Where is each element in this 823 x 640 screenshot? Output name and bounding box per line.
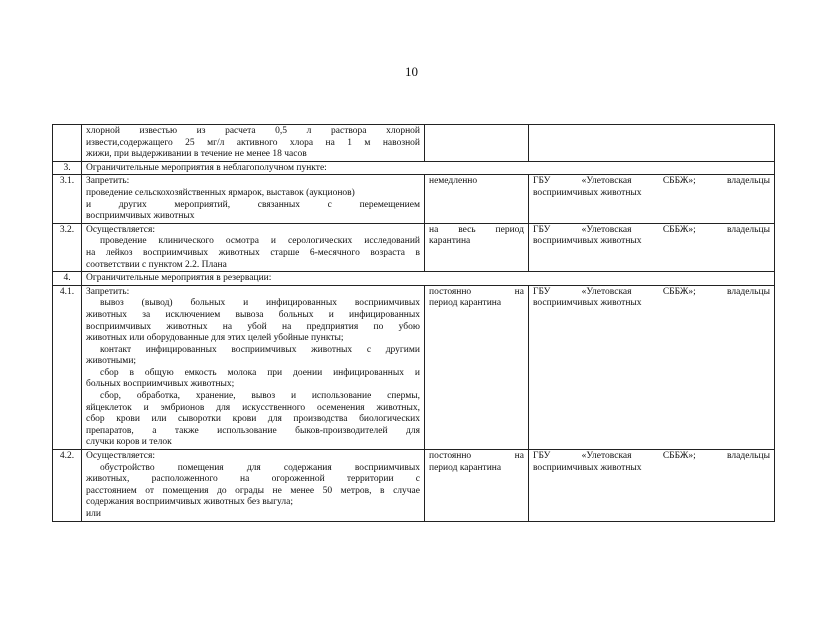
text-line: проведение клинического осмотра и серологических исследований: [100, 236, 420, 247]
text-line: на лейкоз восприимчивых животных старше 6-месячного возраста в: [86, 247, 420, 258]
text-line: сбор, обработка, хранение, вывоз и использование спермы,: [100, 391, 420, 402]
table-row: [53, 223, 775, 271]
term-cell: немедленно: [425, 175, 529, 223]
text-line: животных за исключением вывоза больных и инфицированных: [86, 309, 420, 320]
resp-word: «Улетовская: [581, 224, 632, 235]
term-cell: [425, 223, 529, 271]
text-line: больных восприимчивых животных;: [86, 379, 235, 390]
term-line: постоянно на: [429, 286, 524, 297]
page-number: 10: [405, 64, 418, 79]
text-line: случки коров и телок: [86, 437, 172, 448]
text-line: расстоянием от помещения до ограды не менее 50 метров, в случае: [86, 485, 420, 496]
row-number: 4.2.: [53, 450, 82, 522]
responsible-cell: [529, 175, 775, 223]
text-line: извести,содержащего 25 мг/л активного хлора на 1 м навозной: [86, 137, 420, 148]
resp-word: ГБУ: [533, 451, 551, 462]
text-line: жижи, при выдерживании в течение не менее 18 часов: [86, 149, 307, 160]
text-line: и других мероприятий, связанных с перемещением: [86, 199, 420, 210]
text-line: контакт инфицированных восприимчивых животных с другими: [100, 344, 420, 355]
measures-table: [52, 124, 775, 522]
text-line: содержания восприимчивых животных без выгула;: [86, 497, 293, 508]
measure-text: [82, 450, 425, 522]
resp-word: ГБУ: [533, 286, 551, 297]
resp-word: ГБУ: [533, 224, 551, 235]
resp-word: «Улетовская: [581, 286, 632, 297]
text-line: препаратов, а также использование быков-производителей для: [86, 425, 420, 436]
resp-word: СББЖ»;: [662, 224, 696, 235]
resp-word: СББЖ»;: [662, 286, 696, 297]
resp-word: «Улетовская: [581, 176, 632, 187]
table-row: [53, 450, 775, 522]
text-line: Осуществляется:: [86, 451, 156, 462]
measure-text: [82, 175, 425, 223]
measure-text: [82, 285, 425, 449]
responsible-cell: [529, 450, 775, 522]
text-line: животных, расположенного на огороженной территории с: [86, 474, 420, 485]
resp-word: владельцы: [727, 224, 770, 235]
text-line: обустройство помещения для содержания восприимчивых: [100, 462, 420, 473]
resp-line: восприимчивых животных: [533, 298, 642, 309]
resp-word: «Улетовская: [581, 451, 632, 462]
term-line: период карантина: [429, 298, 502, 309]
resp-line: восприимчивых животных: [533, 236, 642, 247]
term-cell: [425, 450, 529, 522]
text-line: Запретить:: [86, 286, 130, 297]
row-number: 3.2.: [53, 223, 82, 271]
resp-word: СББЖ»;: [662, 451, 696, 462]
table-row: [53, 161, 775, 175]
table-row: [53, 175, 775, 223]
text-line: вывоз (вывод) больных и инфицированных восприимчивых: [100, 298, 420, 309]
resp-word: владельцы: [727, 451, 770, 462]
text-line: Осуществляется:: [86, 224, 156, 235]
term-line: период карантина: [429, 462, 502, 473]
section-title: Ограничительные мероприятия в неблагополучном пункте:: [82, 161, 775, 175]
term-line: постоянно на: [429, 451, 524, 462]
row-number: 3.1.: [53, 175, 82, 223]
measure-text: [82, 125, 425, 162]
term-cell: [425, 285, 529, 449]
text-line: проведение сельскохозяйственных ярмарок, выставок (аукционов): [86, 187, 355, 198]
resp-line: восприимчивых животных: [533, 462, 642, 473]
table-row: [53, 285, 775, 449]
text-line: восприимчивых животных: [86, 211, 195, 222]
table-row: [53, 272, 775, 286]
row-number: [53, 125, 82, 162]
resp-word: СББЖ»;: [662, 176, 696, 187]
row-number: 3.: [53, 161, 82, 175]
responsible-cell: [529, 223, 775, 271]
term-cell: [425, 125, 529, 162]
text-line: яйцеклеток и эмбрионов для искусственного осеменения животных,: [86, 402, 420, 413]
resp-word: владельцы: [727, 176, 770, 187]
text-line: или: [86, 509, 101, 519]
text-line: животными;: [86, 356, 137, 367]
term-line: карантина: [429, 236, 471, 247]
resp-word: ГБУ: [533, 176, 551, 187]
text-line: Запретить:: [86, 176, 130, 187]
text-line: животных или оборудованные для этих целей убойные пункты;: [86, 333, 344, 344]
responsible-cell: [529, 285, 775, 449]
table-row: [53, 125, 775, 162]
row-number: 4.: [53, 272, 82, 286]
row-number: 4.1.: [53, 285, 82, 449]
term-line: на весь период: [429, 224, 524, 235]
resp-word: владельцы: [727, 286, 770, 297]
text-line: соответствии с пунктом 2.2. Плана: [86, 259, 227, 270]
text-line: восприимчивых животных на убой на предприятия по убою: [86, 321, 420, 332]
text-line: сбор крови или сыворотки крови для производства биологических: [86, 414, 420, 425]
text-line: сбор в общую емкость молока при доении инфицированных и: [100, 367, 420, 378]
responsible-cell: [529, 125, 775, 162]
text-line: хлорной известью из расчета 0,5 л раствора хлорной: [86, 126, 420, 136]
measure-text: [82, 223, 425, 271]
resp-line: восприимчивых животных: [533, 187, 642, 198]
section-title: Ограничительные мероприятия в резервации:: [82, 272, 775, 286]
